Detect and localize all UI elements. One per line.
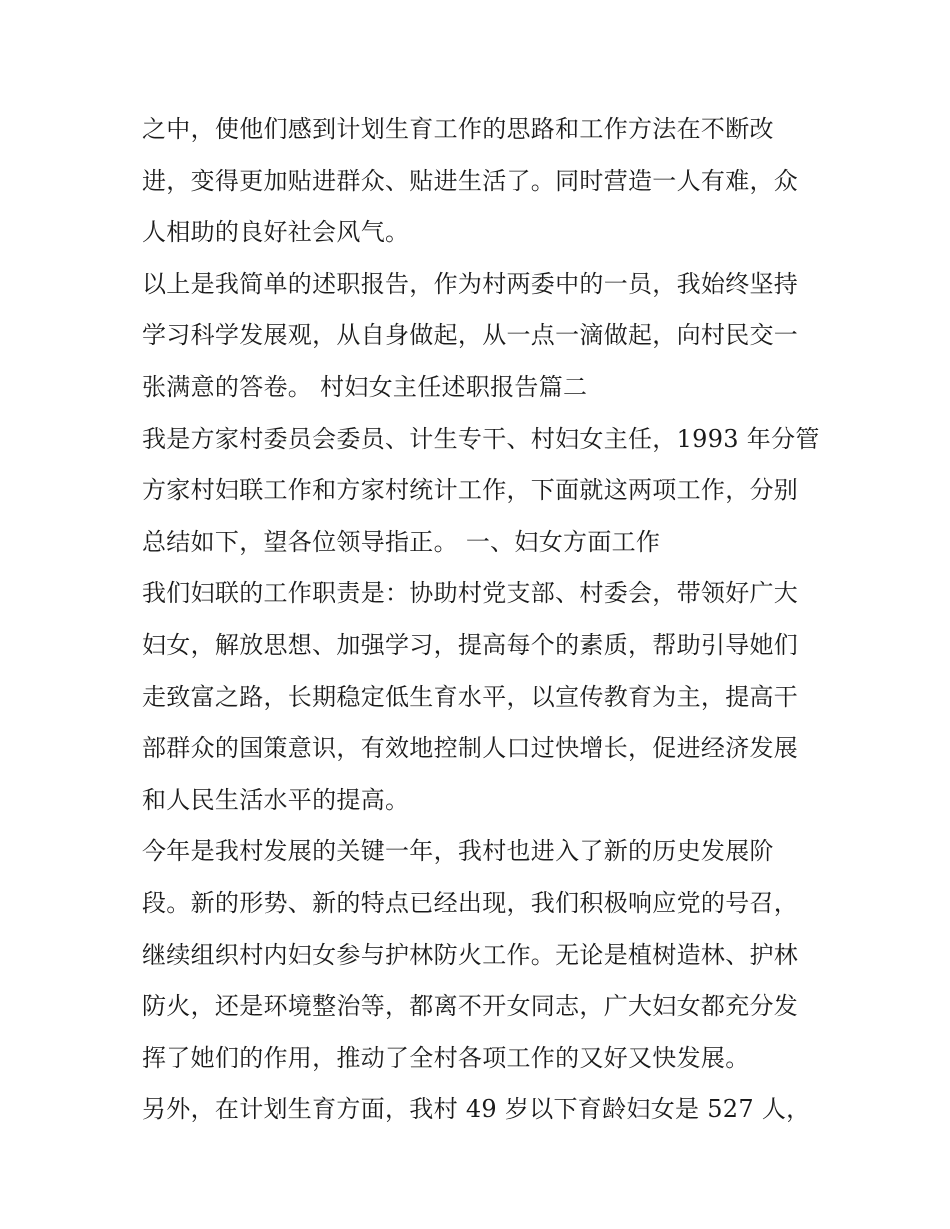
text-line: 今年是我村发展的关键一年，我村也进入了新的历史发展阶 [142, 837, 774, 866]
text-line: 我是方家村委员会委员、计生专干、村妇女主任，1993 年分管 [142, 424, 820, 453]
text-line: 妇女，解放思想、加强学习，提高每个的素质，帮助引导她们 [142, 630, 799, 659]
text-line: 走致富之路，长期稳定低生育水平，以宣传教育为主，提高干 [142, 682, 799, 711]
text-line: 总结如下，望各位领导指正。 一、妇女方面工作 [142, 527, 661, 556]
text-line: 和人民生活水平的提高。 [142, 785, 410, 814]
text-line: 以上是我简单的述职报告，作为村两委中的一员，我始终坚持 [142, 269, 799, 298]
text-line: 方家村妇联工作和方家村统计工作，下面就这两项工作，分别 [142, 476, 799, 505]
text-line: 继续组织村内妇女参与护林防火工作。无论是植树造林、护林 [142, 940, 799, 969]
text-line: 人相助的良好社会风气。 [142, 218, 410, 247]
text-line: 防火，还是环境整治等，都离不开女同志，广大妇女都充分发 [142, 992, 799, 1021]
text-line: 部群众的国策意识，有效地控制人口过快增长，促进经济发展 [142, 734, 799, 763]
text-line: 挥了她们的作用，推动了全村各项工作的又好又快发展。 [142, 1043, 750, 1072]
text-line: 学习科学发展观，从自身做起，从一点一滴做起，向村民交一 [142, 321, 799, 350]
text-line: 段。新的形势、新的特点已经出现，我们积极响应党的号召， [142, 888, 799, 917]
text-line: 进，变得更加贴进群众、贴进生活了。同时营造一人有难，众 [142, 166, 799, 195]
text-line: 之中，使他们感到计划生育工作的思路和工作方法在不断改 [142, 115, 774, 143]
text-line: 张满意的答卷。 村妇女主任述职报告篇二 [142, 372, 588, 401]
text-line: 另外，在计划生育方面，我村 49 岁以下育龄妇女是 527 人， [142, 1095, 811, 1124]
document-body [142, 104, 822, 1136]
text-line: 我们妇联的工作职责是：协助村党支部、村委会，带领好广大 [142, 579, 799, 608]
